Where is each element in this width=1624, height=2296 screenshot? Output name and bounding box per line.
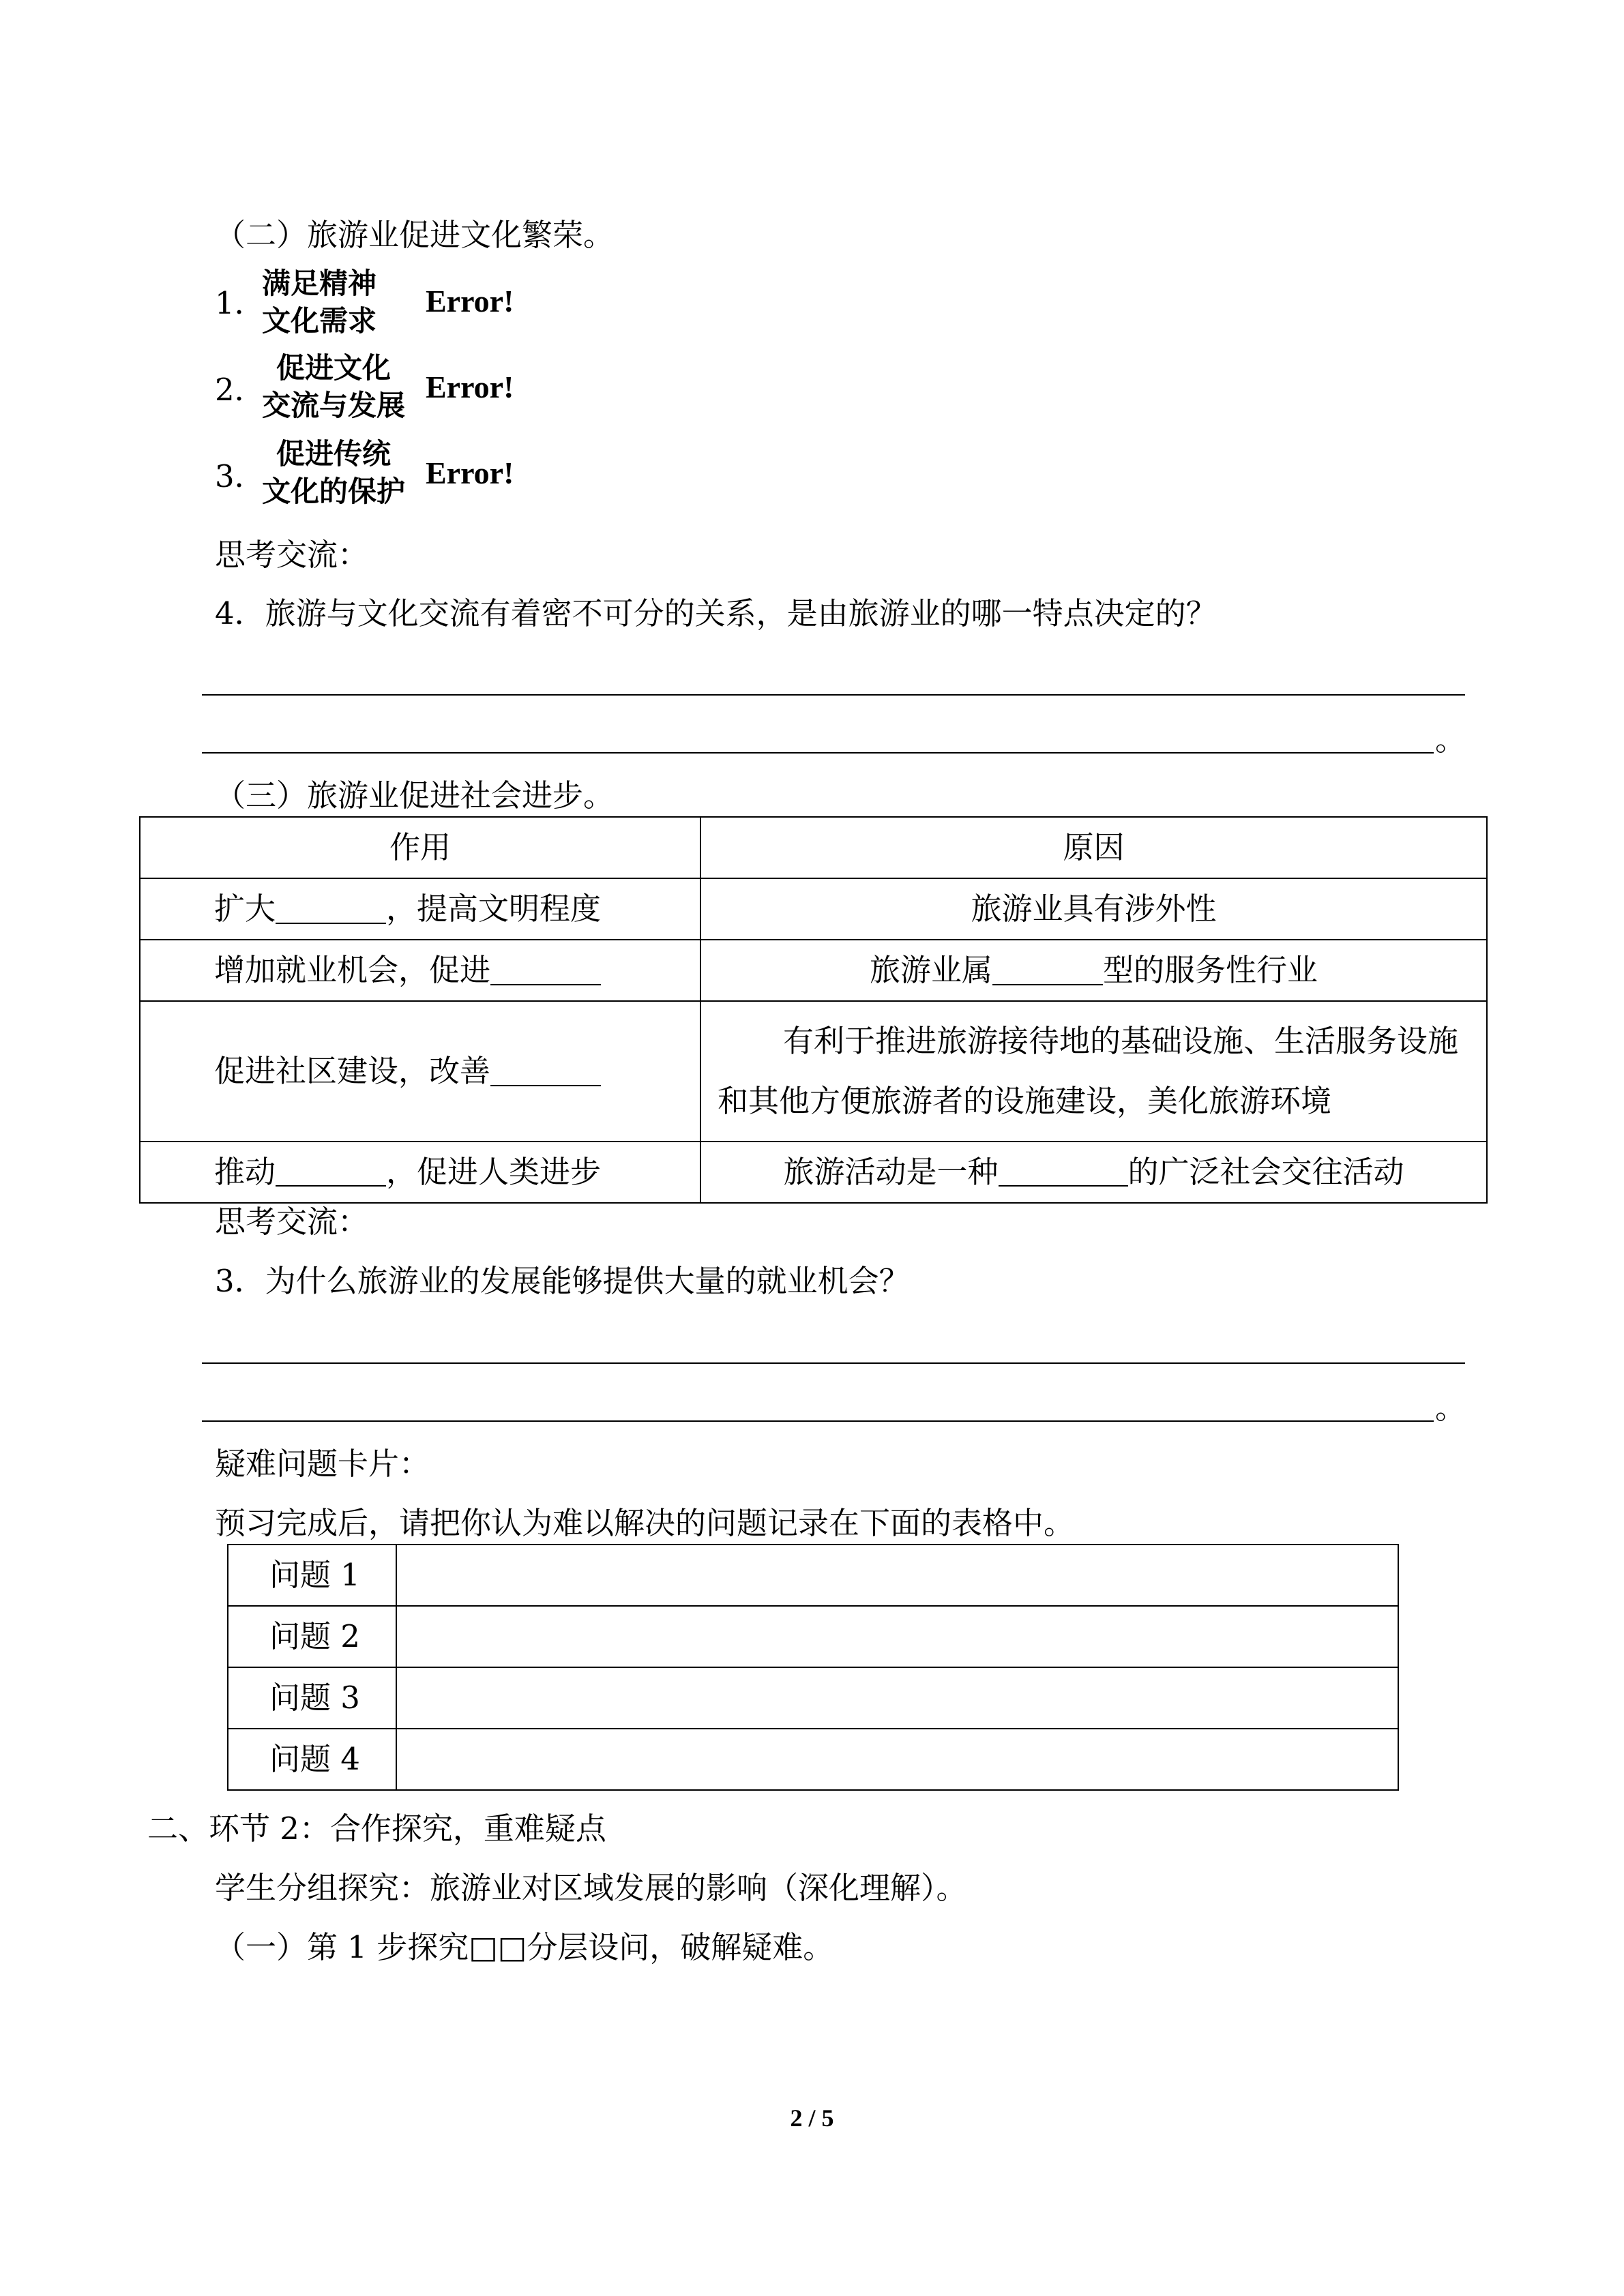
answer-line[interactable] (202, 1362, 1465, 1364)
table-row (140, 878, 1487, 940)
reason-cell: 旅游活动是一种 的广泛社会交往活动 (700, 1142, 1487, 1203)
question-input-cell[interactable] (396, 1729, 1398, 1790)
table-row (228, 1667, 1398, 1729)
reason-cell: 有利于推进旅游接待地的基础设施、生活服务设施和其他方便旅游者的设施建设，美化旅游环境 (700, 1001, 1487, 1142)
error-text: Error! (426, 284, 514, 318)
header-reason: 原因 (700, 817, 1487, 878)
answer-line[interactable] (202, 694, 1465, 696)
section-heading: （三）旅游业促进社会进步。 (215, 777, 615, 814)
table-row (228, 1545, 1398, 1606)
question-input-cell[interactable] (396, 1606, 1398, 1667)
table-row (228, 1606, 1398, 1667)
error-text: Error! (426, 370, 514, 404)
item-label (262, 349, 405, 424)
item-number: 1． (215, 285, 265, 321)
think-question: 3．为什么旅游业的发展能够提供大量的就业机会？ (215, 1263, 910, 1299)
table-row (140, 1142, 1487, 1203)
think-label: 思考交流： (215, 1204, 369, 1240)
fill-blank[interactable] (999, 1154, 1128, 1187)
item-label-line2: 交流与发展 (262, 389, 406, 422)
effects-table (139, 816, 1488, 1204)
step-heading: （一）第 1 步探究□□分层设问，破解疑难。 (215, 1929, 834, 1965)
answer-line[interactable] (202, 1420, 1434, 1422)
question-label: 问题 1 (228, 1545, 396, 1606)
section-heading: （二）旅游业促进文化繁荣。 (215, 217, 615, 253)
table-row (140, 940, 1487, 1001)
fill-blank[interactable] (490, 953, 601, 985)
period: 。 (1435, 1390, 1466, 1426)
question-table (227, 1544, 1399, 1791)
item-number: 3． (215, 458, 265, 494)
card-instruction: 预习完成后，请把你认为难以解决的问题记录在下面的表格中。 (215, 1505, 1075, 1541)
period: 。 (1435, 721, 1466, 758)
question-label: 问题 4 (228, 1729, 396, 1790)
item-label (262, 435, 405, 510)
error-text: Error! (426, 456, 514, 490)
table-header-row (140, 817, 1487, 878)
fill-blank[interactable] (490, 1054, 601, 1086)
item-number: 2． (215, 372, 265, 408)
fill-blank[interactable] (276, 1154, 386, 1187)
reason-cell: 旅游业具有涉外性 (700, 878, 1487, 940)
answer-line[interactable] (202, 752, 1434, 754)
fill-blank[interactable] (992, 953, 1103, 985)
reason-cell: 旅游业属 型的服务性行业 (700, 940, 1487, 1001)
item-label-line2: 文化需求 (262, 304, 377, 338)
question-label: 问题 2 (228, 1606, 396, 1667)
item-label-line1: 满足精神 (262, 267, 377, 300)
table-row (140, 1001, 1487, 1142)
item-label-line1: 促进传统 (276, 437, 392, 471)
item-label (262, 265, 377, 340)
header-effect: 作用 (140, 817, 700, 878)
question-input-cell[interactable] (396, 1545, 1398, 1606)
think-label: 思考交流： (215, 537, 369, 573)
effect-cell: 增加就业机会，促进 (140, 940, 700, 1001)
fill-blank[interactable] (276, 892, 386, 924)
table-row (228, 1729, 1398, 1790)
part-heading: 二、环节 2：合作探究，重难疑点 (147, 1810, 606, 1847)
card-title: 疑难问题卡片： (215, 1446, 430, 1482)
item-label-line1: 促进文化 (276, 351, 392, 385)
question-input-cell[interactable] (396, 1667, 1398, 1729)
page-number: 2 / 5 (790, 2104, 834, 2132)
effect-cell: 促进社区建设，改善 (140, 1001, 700, 1142)
effect-cell: 扩大 ，提高文明程度 (140, 878, 700, 940)
item-label-line2: 文化的保护 (262, 475, 406, 508)
effect-cell: 推动 ，促进人类进步 (140, 1142, 700, 1203)
question-label: 问题 3 (228, 1667, 396, 1729)
part-subtitle: 学生分组探究：旅游业对区域发展的影响（深化理解）。 (215, 1870, 967, 1906)
think-question: 4．旅游与文化交流有着密不可分的关系，是由旅游业的哪一特点决定的？ (215, 595, 1217, 631)
